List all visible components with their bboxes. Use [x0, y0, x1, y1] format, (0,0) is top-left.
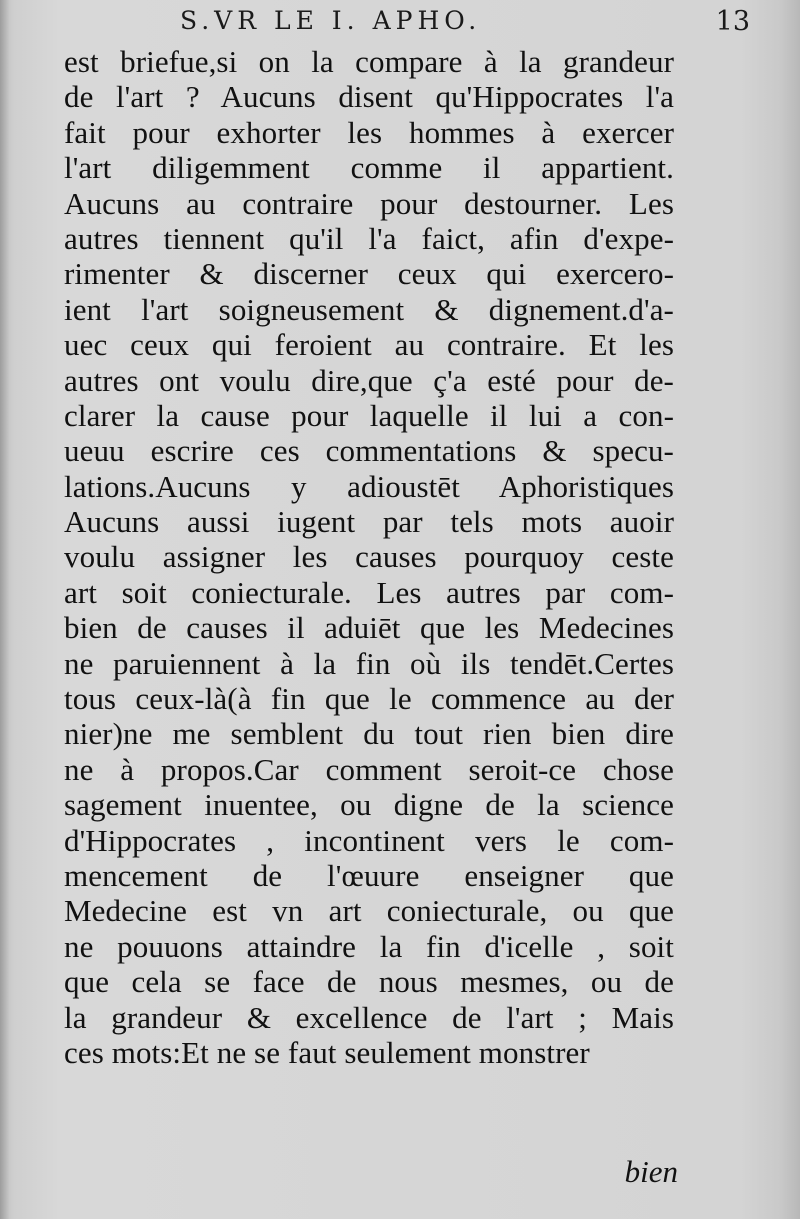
text-line: nier)ne me semblent du tout rien bien dire	[64, 716, 674, 752]
text-line: fait pour exhorter les hommes à exercer	[64, 114, 674, 150]
running-head	[60, 6, 780, 46]
text-line: Aucuns aussi iugent par tels mots auoir	[64, 504, 674, 540]
text-line: d'Hippocrates , incontinent vers le com-	[64, 822, 674, 858]
text-line: ne à propos.Car comment seroit-ce chose	[64, 751, 674, 787]
text-line: sagement inuentee, ou digne de la science	[64, 787, 674, 823]
running-title: S.VR LE I. APHO.	[180, 6, 482, 35]
text-line: ne pouuons attaindre la fin d'icelle , soit	[64, 928, 674, 964]
page-number: 13	[715, 6, 750, 37]
text-line: ient l'art soigneusement & dignement.d'a-	[64, 291, 674, 327]
text-line: ueuu escrire ces commentations & specu-	[64, 433, 674, 469]
text-line: ces mots:Et ne se faut seulement monstrer	[64, 1034, 590, 1070]
text-line: Aucuns au contraire pour destourner. Les	[64, 185, 674, 221]
text-line: uec ceux qui feroient au contraire. Et les	[64, 327, 674, 363]
text-line: rimenter & discerner ceux qui exercero-	[64, 256, 674, 292]
text-line: l'art diligemment comme il appartient.	[64, 150, 674, 186]
text-line: de l'art ? Aucuns disent qu'Hippocrates l'a	[64, 79, 674, 115]
text-line: bien de causes il aduiēt que les Medecines	[64, 610, 674, 646]
text-line: tous ceux-là(à fin que le commence au der	[64, 681, 674, 717]
text-line: que cela se face de nous mesmes, ou de	[64, 964, 674, 1000]
text-line: Medecine est vn art coniecturale, ou que	[64, 893, 674, 929]
text-line: voulu assigner les causes pourquoy ceste	[64, 539, 674, 575]
text-line: est briefue,si on la compare à la grandeur	[64, 44, 674, 79]
page-gutter-shadow	[0, 0, 10, 1219]
text-line: la grandeur & excellence de l'art ; Mais	[64, 999, 674, 1035]
text-line: autres ont voulu dire,que ç'a esté pour de-	[64, 362, 674, 398]
text-line: mencement de l'œuure enseigner que	[64, 857, 674, 893]
catchword: bien	[624, 1154, 678, 1189]
text-line: clarer la cause pour laquelle il lui a con-	[64, 397, 674, 433]
text-line: ne paruiennent à la fin où ils tendēt.Certes	[64, 645, 674, 681]
text-line: autres tiennent qu'il l'a faict, afin d'expe-	[64, 220, 674, 256]
text-line: lations.Aucuns y adioustēt Aphoristiques	[64, 468, 674, 504]
text-line: art soit coniecturale. Les autres par com-	[64, 574, 674, 610]
body-text	[64, 44, 674, 1070]
